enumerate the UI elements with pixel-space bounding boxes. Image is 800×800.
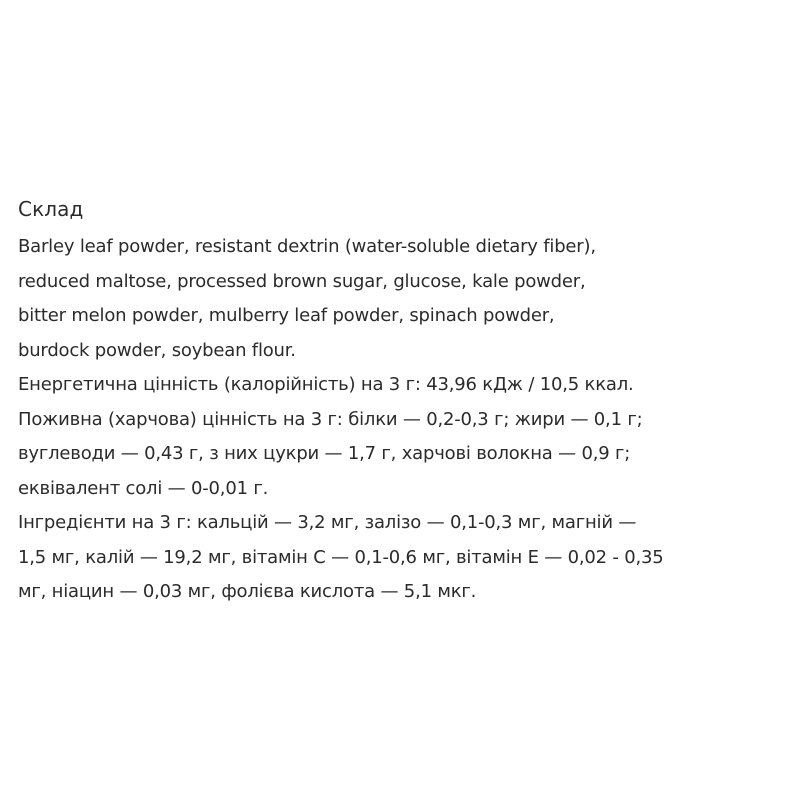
- energy-value-line: Енергетична цінність (калорійність) на 3 г: 43,96 кДж / 10,5 ккал.: [18, 374, 634, 395]
- text-line: Barley leaf powder, resistant dextrin (water-soluble dietary fiber),: [18, 236, 596, 257]
- text-line: reduced maltose, processed brown sugar, glucose, kale powder,: [18, 270, 586, 292]
- nutrition-line: еквівалент солі — 0-0,01 г.: [18, 477, 269, 499]
- nutrition-line: Поживна (харчова) цінність на 3 г: білки — 0,2-0,3 г; жири — 0,1 г;: [18, 408, 643, 430]
- ingredients-line: мг, ніацин — 0,03 мг, фолієва кислота — 5,1 мкг.: [18, 581, 477, 602]
- ingredients-line: 1,5 мг, калій — 19,2 мг, вітамін С — 0,1-0,6 мг, вітамін Е — 0,02 - 0,35: [18, 546, 664, 568]
- ingredients-line: Інгредієнти на 3 г: кальцій — 3,2 мг, залізо — 0,1-0,3 мг, магній —: [18, 512, 637, 533]
- composition-section: [18, 196, 794, 610]
- nutrition-line: вуглеводи — 0,43 г, з них цукри — 1,7 г, харчові волокна — 0,9 г;: [18, 443, 631, 464]
- section-title: Склад: [18, 197, 84, 221]
- text-line: burdock powder, soybean flour.: [18, 339, 296, 361]
- composition-text: [18, 230, 794, 610]
- text-line: bitter melon powder, mulberry leaf powder, spinach powder,: [18, 305, 555, 326]
